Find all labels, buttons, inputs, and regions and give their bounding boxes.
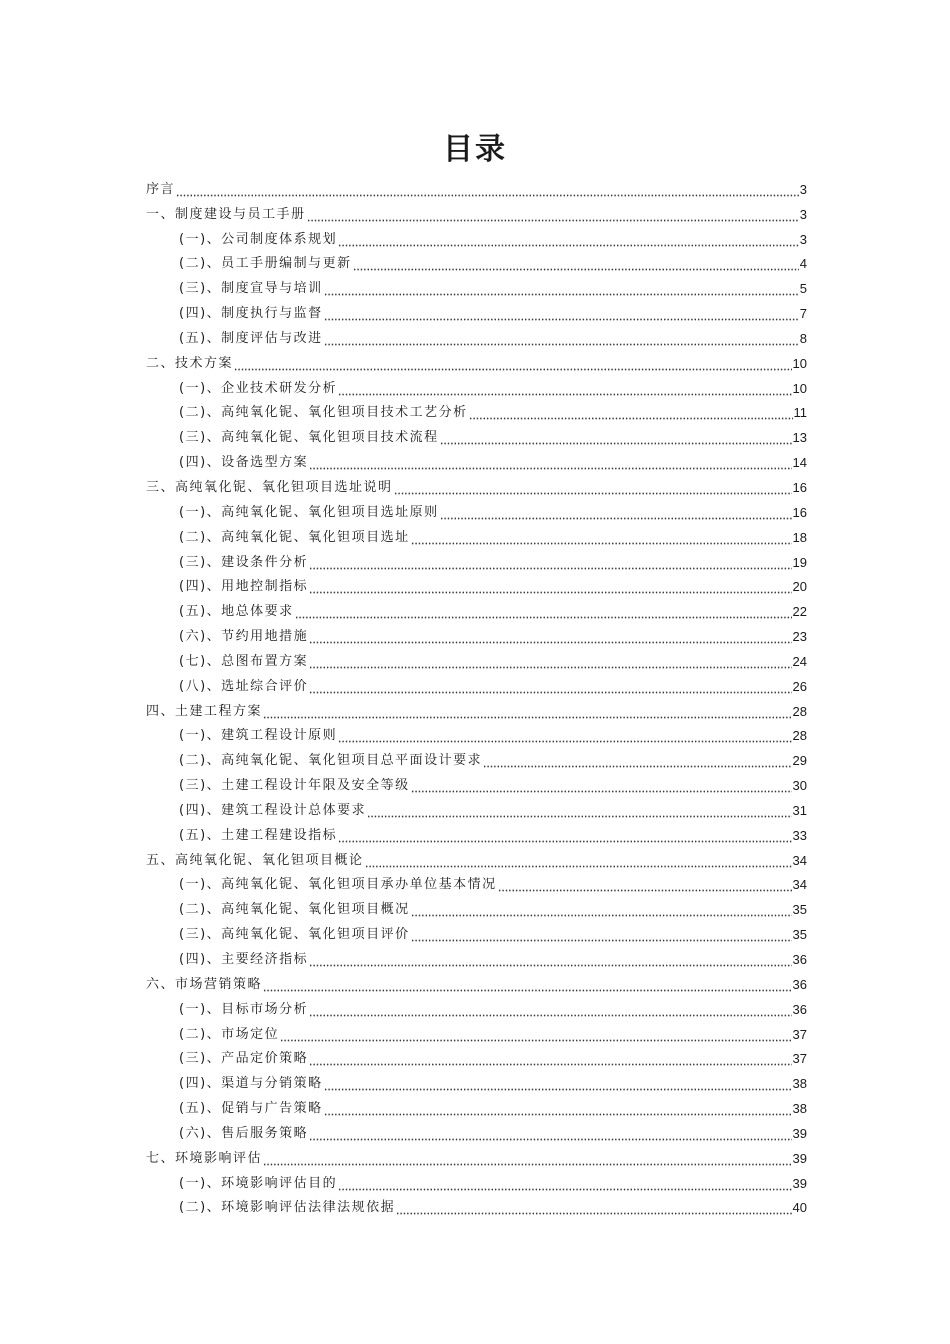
- dot-leader: [365, 852, 792, 870]
- toc-entry-page-number: 23: [792, 629, 807, 645]
- toc-entry-page-number: 30: [792, 778, 807, 794]
- toc-entry-page-number: 14: [792, 455, 807, 471]
- toc-entry-page-number: 5: [799, 281, 807, 297]
- toc-entry[interactable]: [146, 1068, 807, 1093]
- dot-leader: [411, 777, 792, 795]
- toc-entry-page-number: 11: [793, 405, 807, 421]
- dot-leader: [324, 1100, 792, 1118]
- toc-entry[interactable]: [146, 994, 807, 1019]
- toc-entry[interactable]: [146, 1168, 807, 1193]
- toc-entry[interactable]: [146, 646, 807, 671]
- table-of-contents: [146, 174, 807, 1217]
- toc-entry-label: (二)、高纯氧化铌、氧化钽项目选址: [179, 529, 410, 545]
- toc-entry-page-number: 3: [799, 231, 807, 247]
- toc-entry[interactable]: [146, 721, 807, 746]
- toc-entry[interactable]: [146, 199, 807, 224]
- dot-leader: [309, 951, 791, 969]
- toc-entry-label: (四)、制度执行与监督: [179, 306, 323, 322]
- toc-entry-page-number: 13: [792, 430, 807, 446]
- toc-title: 目录: [443, 132, 507, 167]
- toc-entry-page-number: 16: [792, 479, 807, 495]
- toc-entry[interactable]: [146, 447, 807, 472]
- dot-leader: [309, 554, 791, 572]
- dot-leader: [309, 1050, 791, 1068]
- dot-leader: [324, 305, 799, 323]
- toc-entry[interactable]: [146, 621, 807, 646]
- toc-entry-label: (五)、促销与广告策略: [179, 1101, 323, 1117]
- toc-entry-page-number: 7: [799, 306, 807, 322]
- dot-leader: [263, 703, 792, 721]
- toc-entry[interactable]: [146, 1143, 807, 1168]
- toc-entry-label: (三)、高纯氧化铌、氧化钽项目技术流程: [179, 430, 439, 446]
- dot-leader: [483, 752, 791, 770]
- toc-entry[interactable]: [146, 323, 807, 348]
- dot-leader: [411, 529, 792, 547]
- toc-entry-page-number: 38: [792, 1101, 807, 1117]
- toc-entry[interactable]: [146, 224, 807, 249]
- toc-entry-page-number: 24: [792, 653, 807, 669]
- toc-entry-label: (一)、企业技术研发分析: [179, 380, 338, 396]
- toc-entry-page-number: 8: [799, 330, 807, 346]
- toc-entry[interactable]: [146, 870, 807, 895]
- toc-entry-page-number: 36: [792, 976, 807, 992]
- toc-entry-page-number: 34: [792, 852, 807, 868]
- toc-entry[interactable]: [146, 894, 807, 919]
- toc-entry-page-number: 37: [792, 1051, 807, 1067]
- dot-leader: [307, 206, 799, 224]
- toc-entry[interactable]: [146, 770, 807, 795]
- toc-entry-page-number: 36: [792, 952, 807, 967]
- toc-entry[interactable]: [146, 1044, 807, 1069]
- toc-entry[interactable]: [146, 472, 807, 497]
- toc-entry-label: 二、技术方案: [146, 355, 234, 371]
- toc-entry[interactable]: [146, 745, 807, 770]
- toc-entry-label: (六)、节约用地措施: [179, 629, 309, 645]
- toc-entry[interactable]: [146, 1193, 807, 1218]
- toc-entry-label: 一、制度建设与员工手册: [146, 206, 306, 222]
- toc-entry[interactable]: [146, 944, 807, 969]
- toc-entry[interactable]: [146, 174, 807, 199]
- toc-entry-page-number: 18: [792, 529, 807, 545]
- dot-leader: [440, 504, 792, 522]
- toc-entry-label: (一)、公司制度体系规划: [179, 231, 338, 247]
- dot-leader: [411, 926, 792, 944]
- toc-entry[interactable]: [146, 249, 807, 274]
- toc-entry[interactable]: [146, 1019, 807, 1044]
- toc-entry-page-number: 10: [792, 355, 807, 371]
- toc-entry-page-number: 39: [792, 1125, 807, 1141]
- toc-entry-label: (二)、高纯氧化铌、氧化钽项目概况: [179, 902, 410, 918]
- dot-leader: [234, 355, 792, 373]
- toc-entry-label: (二)、员工手册编制与更新: [179, 256, 352, 272]
- toc-entry-label: (一)、高纯氧化铌、氧化钽项目选址原则: [179, 504, 439, 520]
- dot-leader: [367, 802, 791, 820]
- dot-leader: [338, 827, 791, 845]
- toc-entry-label: 三、高纯氧化铌、氧化钽项目选址说明: [146, 479, 393, 495]
- toc-entry-page-number: 33: [792, 827, 807, 843]
- toc-entry-label: 五、高纯氧化铌、氧化钽项目概论: [146, 852, 364, 868]
- dot-leader: [263, 1150, 792, 1168]
- toc-entry-page-number: 29: [792, 753, 807, 769]
- dot-leader: [324, 280, 799, 298]
- toc-entry[interactable]: [146, 373, 807, 398]
- dot-leader: [309, 1125, 791, 1143]
- toc-entry-label: (三)、土建工程设计年限及安全等级: [179, 778, 410, 794]
- toc-entry-page-number: 39: [792, 1150, 807, 1166]
- toc-entry-label: (三)、制度宣导与培训: [179, 281, 323, 297]
- dot-leader: [309, 628, 791, 646]
- toc-entry[interactable]: [146, 1093, 807, 1118]
- toc-entry[interactable]: [146, 273, 807, 298]
- toc-entry-label: (一)、高纯氧化铌、氧化钽项目承办单位基本情况: [179, 877, 497, 893]
- dot-leader: [394, 479, 792, 497]
- toc-entry-page-number: 3: [799, 206, 807, 222]
- toc-entry[interactable]: [146, 919, 807, 944]
- toc-entry-page-number: 34: [792, 877, 807, 893]
- toc-entry[interactable]: [146, 547, 807, 572]
- dot-leader: [309, 678, 791, 696]
- dot-leader: [309, 653, 791, 671]
- toc-entry-label: 七、环境影响评估: [146, 1150, 263, 1166]
- dot-leader: [309, 578, 791, 596]
- toc-entry-label: (二)、高纯氧化铌、氧化钽项目总平面设计要求: [179, 753, 483, 769]
- dot-leader: [396, 1199, 791, 1217]
- toc-entry-page-number: 31: [792, 802, 807, 818]
- toc-entry-label: (八)、选址综合评价: [179, 678, 309, 694]
- dot-leader: [440, 429, 792, 447]
- toc-entry-page-number: 22: [792, 604, 807, 620]
- dot-leader: [338, 1175, 791, 1193]
- toc-entry-page-number: 26: [792, 678, 807, 694]
- toc-entry-page-number: 16: [792, 504, 807, 520]
- toc-entry-label: 六、市场营销策略: [146, 976, 263, 992]
- toc-entry-label: (二)、市场定位: [179, 1026, 280, 1042]
- toc-entry-page-number: 19: [792, 554, 807, 570]
- toc-entry-label: (二)、环境影响评估法律法规依据: [179, 1200, 396, 1216]
- dot-leader: [263, 976, 792, 994]
- toc-entry-page-number: 37: [792, 1026, 807, 1042]
- toc-entry-page-number: 40: [792, 1200, 807, 1216]
- dot-leader: [324, 330, 799, 348]
- dot-leader: [411, 901, 792, 919]
- toc-entry-label: 四、土建工程方案: [146, 703, 263, 719]
- toc-entry-label: (五)、制度评估与改进: [179, 330, 323, 346]
- dot-leader: [338, 380, 791, 398]
- toc-entry-label: (七)、总图布置方案: [179, 653, 309, 669]
- toc-entry-page-number: 35: [792, 902, 807, 918]
- toc-entry-page-number: 4: [799, 256, 807, 272]
- dot-leader: [176, 181, 799, 199]
- toc-entry[interactable]: [146, 1118, 807, 1143]
- toc-entry-label: 序言: [146, 181, 176, 197]
- toc-entry-label: (二)、高纯氧化铌、氧化钽项目技术工艺分析: [179, 405, 468, 421]
- toc-entry-label: (一)、目标市场分析: [179, 1001, 309, 1017]
- toc-entry[interactable]: [146, 398, 807, 423]
- toc-entry[interactable]: [146, 522, 807, 547]
- toc-entry-label: (四)、主要经济指标: [179, 952, 309, 967]
- toc-entry-page-number: 36: [792, 1001, 807, 1017]
- toc-entry-page-number: 39: [792, 1175, 807, 1191]
- toc-entry[interactable]: [146, 671, 807, 696]
- toc-entry[interactable]: [146, 795, 807, 820]
- dot-leader: [324, 1075, 792, 1093]
- toc-entry-label: (五)、地总体要求: [179, 604, 294, 620]
- dot-leader: [338, 727, 791, 745]
- toc-entry-page-number: 28: [792, 728, 807, 744]
- toc-entry-page-number: 20: [792, 579, 807, 595]
- dot-leader: [309, 454, 791, 472]
- toc-entry[interactable]: [146, 422, 807, 447]
- toc-entry[interactable]: [146, 348, 807, 373]
- toc-entry-label: (四)、用地控制指标: [179, 579, 309, 595]
- dot-leader: [498, 876, 792, 894]
- dot-leader: [353, 255, 799, 273]
- toc-entry-label: (一)、建筑工程设计原则: [179, 728, 338, 744]
- toc-entry[interactable]: [146, 298, 807, 323]
- toc-entry-label: (三)、产品定价策略: [179, 1051, 309, 1067]
- toc-entry[interactable]: [146, 696, 807, 721]
- toc-entry-page-number: 10: [792, 380, 807, 396]
- toc-entry[interactable]: [146, 969, 807, 994]
- dot-leader: [295, 603, 792, 621]
- toc-entry-label: (三)、高纯氧化铌、氧化钽项目评价: [179, 927, 410, 943]
- dot-leader: [309, 1001, 791, 1019]
- toc-entry-label: (四)、建筑工程设计总体要求: [179, 802, 367, 818]
- toc-entry[interactable]: [146, 820, 807, 845]
- toc-entry-label: (六)、售后服务策略: [179, 1125, 309, 1141]
- toc-entry-page-number: 28: [792, 703, 807, 719]
- toc-entry-label: (一)、环境影响评估目的: [179, 1175, 338, 1191]
- toc-entry-page-number: 35: [792, 927, 807, 943]
- toc-entry-label: (四)、设备选型方案: [179, 455, 309, 471]
- toc-entry[interactable]: [146, 572, 807, 597]
- toc-entry-label: (四)、渠道与分销策略: [179, 1076, 323, 1092]
- dot-leader: [469, 404, 793, 422]
- toc-entry[interactable]: [146, 596, 807, 621]
- toc-entry-label: (五)、土建工程建设指标: [179, 827, 338, 843]
- toc-entry-label: (三)、建设条件分析: [179, 554, 309, 570]
- toc-entry-page-number: 38: [792, 1076, 807, 1092]
- dot-leader: [338, 231, 799, 249]
- toc-entry[interactable]: [146, 845, 807, 870]
- toc-entry-page-number: 3: [799, 181, 807, 197]
- toc-entry[interactable]: [146, 497, 807, 522]
- dot-leader: [280, 1026, 791, 1044]
